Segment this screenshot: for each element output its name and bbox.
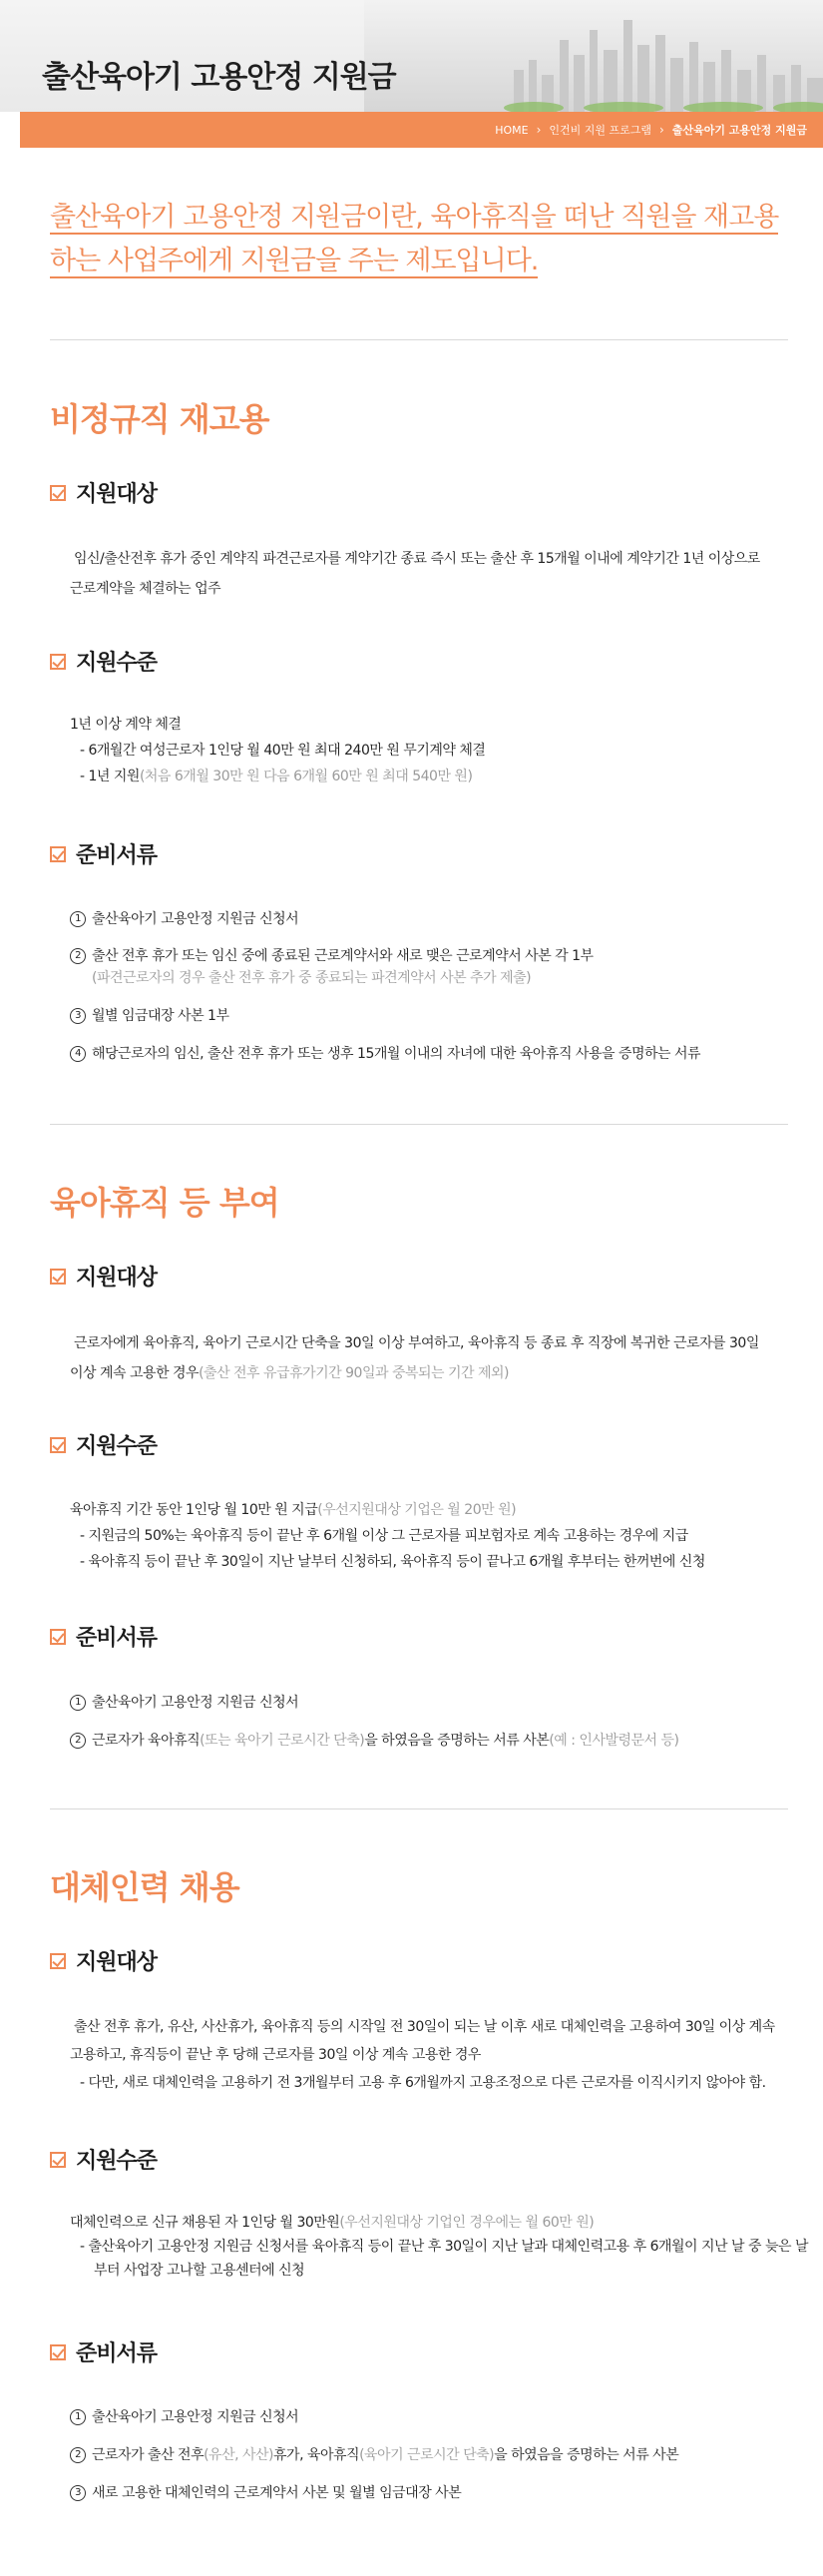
target-text: 출산 전후 휴가, 유산, 사산휴가, 육아휴직 등의 시작일 전 30일이 되는 날 이후 새로 대체인력을 고용하여 30일 이상 계속 고용하고, 휴직등이 끝난 후 당해 근로자를 30일 이상 계속 고용한 경우 - 다만, 새로 대체인력을 고용하기 전 3개월부터 고용 후 6개월까지 고용조정으로 다른 근로자를 이직시키지 않아야 함.	[70, 2019, 775, 2091]
subheading-target: 지원대상	[50, 1261, 157, 1291]
target-text: 근로자에게 육아휴직, 육아기 근로시간 단축을 30일 이상 부여하고, 육아휴직 등 종료 후 직장에 복귀한 근로자를 30일 이상 계속 고용한 경우(출산 전후 유급휴가기간 90일과 중복되는 기간 제외)	[70, 1335, 759, 1381]
intro-line: 하는 사업주에게 지원금을 주는 제도입니다.	[50, 246, 539, 276]
divider	[50, 1124, 788, 1125]
doc-item: 1 출산육아기 고용안정 지원금 신청서	[70, 1692, 808, 1714]
doc-item: 4 해당근로자의 임신, 출산 전후 휴가 또는 생후 15개월 이내의 자녀에 대한 육아휴직 사용을 증명하는 서류	[70, 1043, 808, 1065]
section-title: 육아휴직 등 부여	[50, 1184, 279, 1222]
chevron-right-icon: ›	[536, 123, 542, 137]
intro-line: 출산육아기 고용안정 지원금이란, 육아휴직을 떠난 직원을 재고용	[50, 202, 779, 233]
city-skyline-image	[364, 0, 823, 112]
subheading-level: 지원수준	[50, 646, 157, 677]
checkbox-icon	[50, 1437, 66, 1453]
target-text: 임신/출산전후 휴가 중인 계약직 파견근로자를 계약기간 종료 즉시 또는 출산 후 15개월 이내에 계약기간 1년 이상으로 근로계약을 체결하는 업주	[70, 551, 760, 597]
level-text: 1년 이상 계약 체결 - 6개월간 여성근로자 1인당 월 40만 원 최대 240만 원 무기계약 체결 - 1년 지원(처음 6개월 30만 원 다음 6개월 60만 원 최대 540만 원)	[70, 717, 486, 784]
level-text: 육아휴직 기간 동안 1인당 월 10만 원 지급(우선지원대상 기업은 월 20만 원) - 지원금의 50%는 육아휴직 등이 끝난 후 6개월 이상 그 근로자를 피보험자로 계속 고용하는 경우에 지급 - 육아휴직 등이 끝난 후 30일이 지난 날부터 신청하되, 육아휴직 등이 끝나고 6개월 후부터는 한꺼번에 신청	[70, 1502, 705, 1570]
breadcrumb-current: 출산육아기 고용안정 지원금	[671, 124, 807, 137]
subheading-docs: 준비서류	[50, 2336, 157, 2367]
doc-item: 3 월별 임금대장 사본 1부	[70, 1005, 808, 1027]
divider	[50, 339, 788, 340]
checkbox-icon	[50, 1953, 66, 1969]
level-text: 대체인력으로 신규 채용된 자 1인당 월 30만원(우선지원대상 기업인 경우에는 월 60만 원) - 출산육아기 고용안정 지원금 신청서를 육아휴직 등이 끝난 후 30일이 지난 날과 대체인력고용 후 6개월이 지난 날 중 늦은 날부터 사업장 고나할 고용센터에 신청	[70, 2215, 808, 2279]
intro-text	[50, 196, 808, 283]
checkbox-icon	[50, 2152, 66, 2168]
checkbox-icon	[50, 485, 66, 501]
doc-item: 1 출산육아기 고용안정 지원금 신청서	[70, 908, 808, 930]
doc-item: 2 근로자가 출산 전후(유산, 사산)휴가, 육아휴직(육아기 근로시간 단축)을 하였음을 증명하는 서류 사본	[70, 2444, 808, 2466]
subheading-target: 지원대상	[50, 1945, 157, 1976]
subheading-docs: 준비서류	[50, 1621, 157, 1652]
breadcrumb	[20, 112, 823, 148]
subheading-target: 지원대상	[50, 477, 157, 508]
page-title: 출산육아기 고용안정 지원금	[42, 60, 396, 95]
checkbox-icon	[50, 654, 66, 670]
chevron-right-icon: ›	[659, 123, 664, 137]
section-title: 비정규직 재고용	[50, 400, 269, 438]
header-banner	[0, 0, 823, 112]
subheading-level: 지원수준	[50, 2144, 157, 2175]
checkbox-icon	[50, 2344, 66, 2360]
doc-item: 1 출산육아기 고용안정 지원금 신청서	[70, 2406, 808, 2428]
checkbox-icon	[50, 846, 66, 862]
checkbox-icon	[50, 1269, 66, 1285]
section-title: 대체인력 채용	[50, 1868, 239, 1906]
breadcrumb-home[interactable]: HOME	[495, 123, 529, 137]
checkbox-icon	[50, 1629, 66, 1645]
doc-item: 2 근로자가 육아휴직(또는 육아기 근로시간 단축)을 하였음을 증명하는 서류 사본(예 : 인사발령문서 등)	[70, 1730, 808, 1752]
subheading-docs: 준비서류	[50, 838, 157, 869]
divider	[50, 1808, 788, 1809]
breadcrumb-item[interactable]: 인건비 지원 프로그램	[549, 124, 652, 137]
doc-item: 3 새로 고용한 대체인력의 근로계약서 사본 및 월별 임금대장 사본	[70, 2482, 808, 2504]
subheading-level: 지원수준	[50, 1429, 157, 1460]
doc-item: 2 출산 전후 휴가 또는 임신 중에 종료된 근로계약서와 새로 맺은 근로계약서 사본 각 1부 (파견근로자의 경우 출산 전후 휴가 중 종료되는 파견계약서 사본 추가 제출)	[70, 945, 808, 989]
